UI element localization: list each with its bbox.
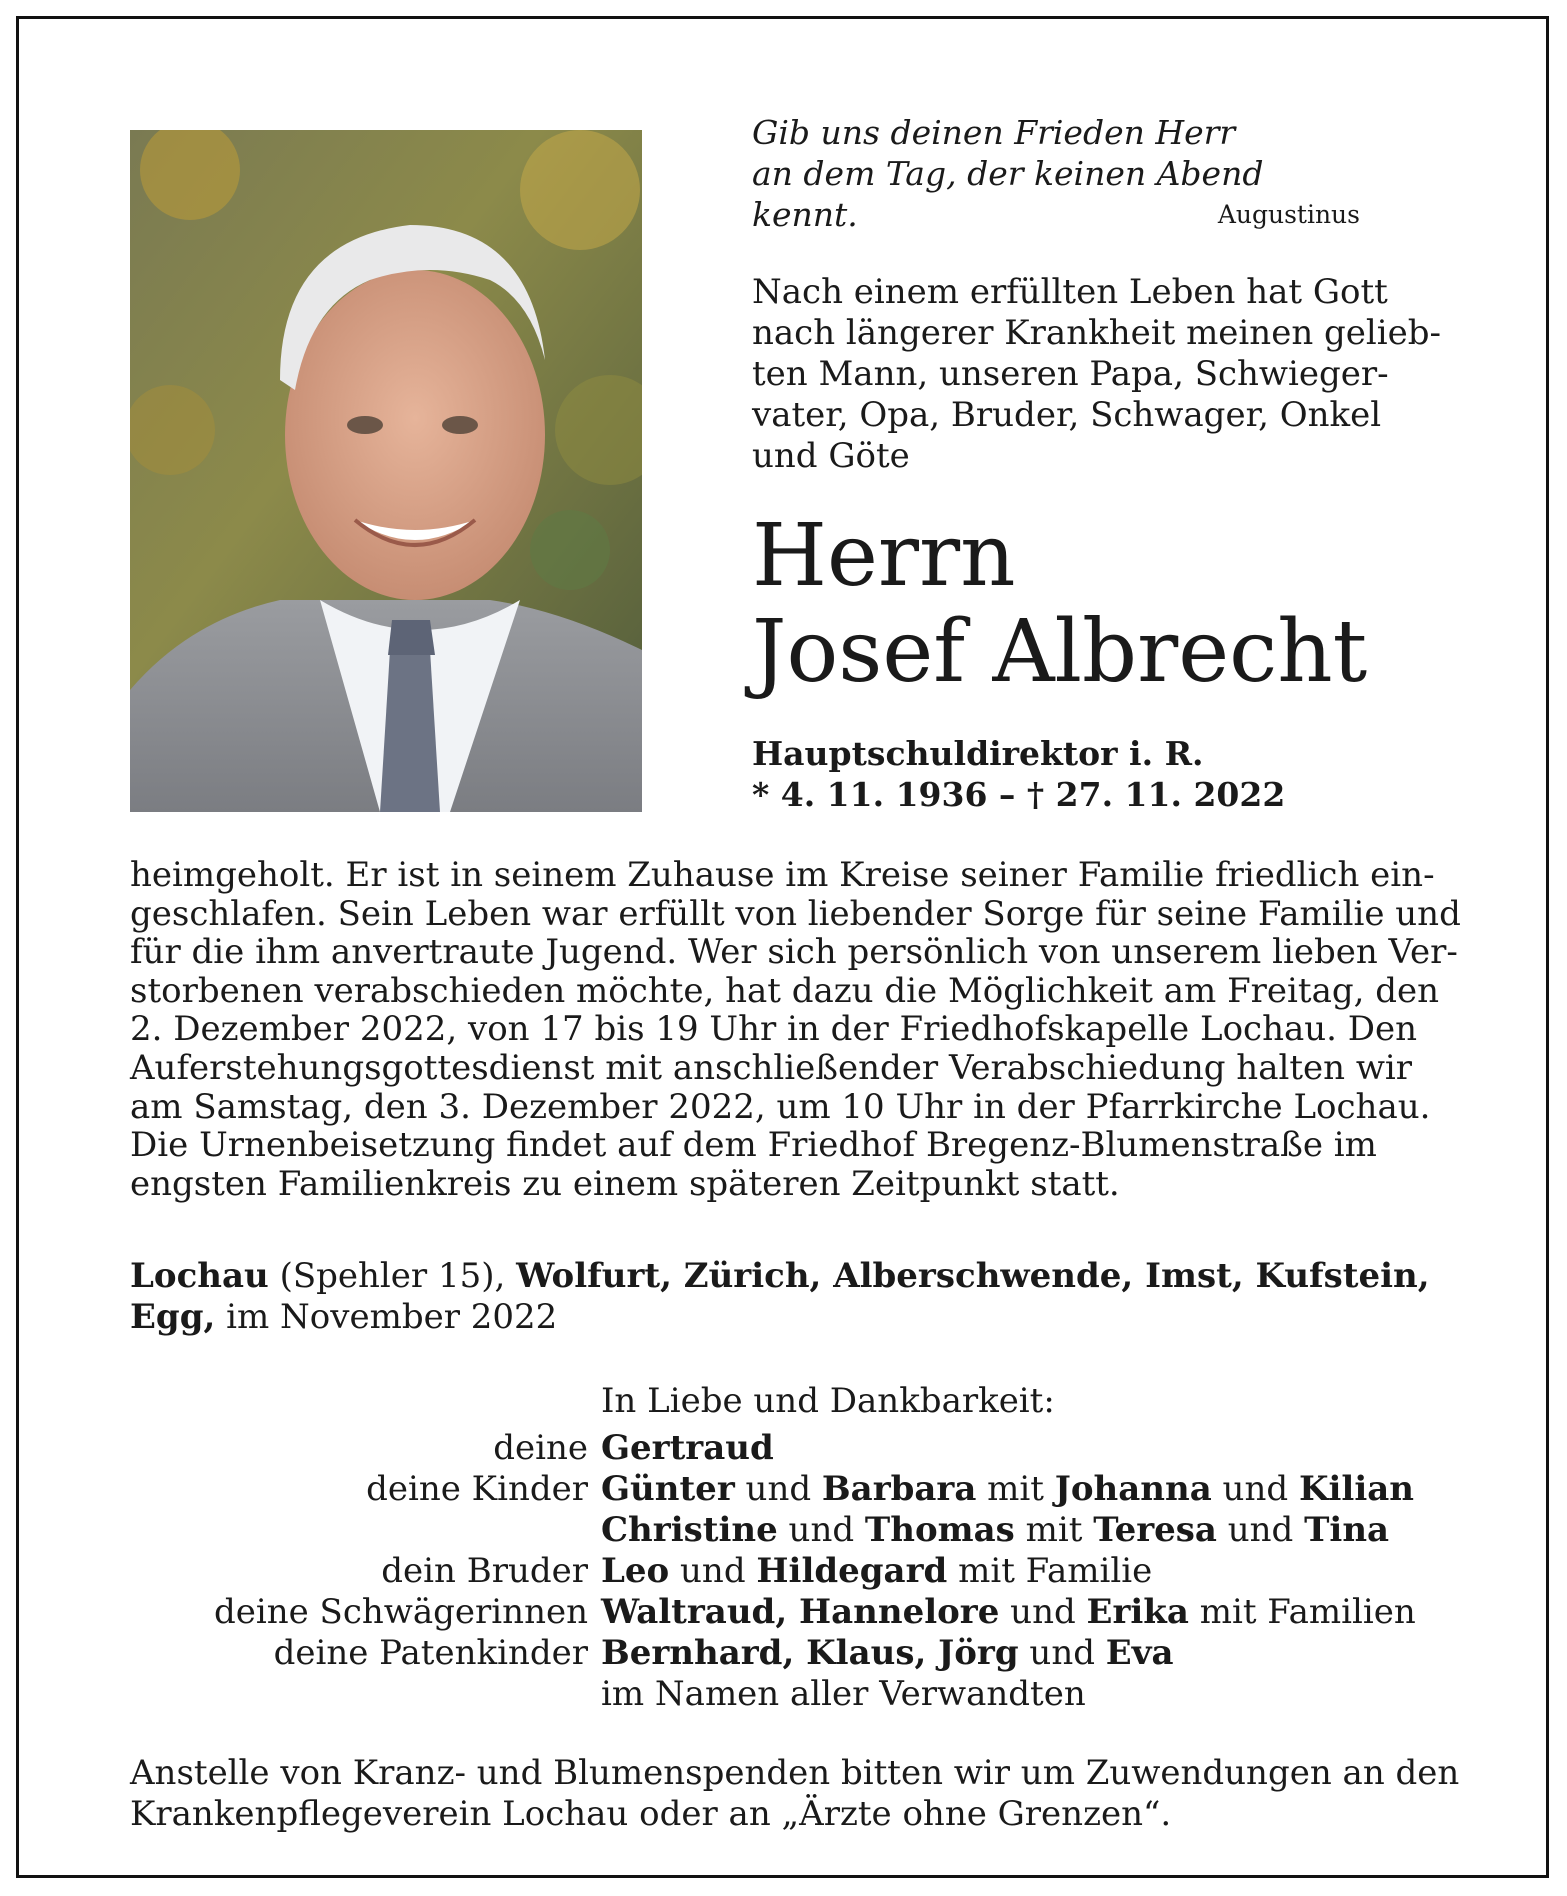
family-role: deine Schwägerinnen bbox=[213, 1592, 588, 1632]
intro-text bbox=[752, 272, 1442, 477]
place-address: (Spehler 15), bbox=[268, 1256, 517, 1296]
family-row bbox=[130, 1633, 1450, 1674]
family-name: Kilian bbox=[1298, 1469, 1414, 1509]
body-line: Die Urnenbeisetzung findet auf dem Friedhof Bregenz-Blumenstraße im bbox=[130, 1125, 1377, 1166]
family-connector: mit Familie bbox=[947, 1551, 1153, 1591]
body-line: geschlafen. Sein Leben war erfüllt von liebender Sorge für seine Familie und bbox=[130, 893, 1461, 934]
family-connector: und bbox=[734, 1469, 822, 1509]
place-date: im November 2022 bbox=[215, 1297, 558, 1337]
family-connector: mit bbox=[976, 1469, 1055, 1509]
closing-line: Anstelle von Kranz- und Blumenspenden bitten wir um Zuwendungen an den bbox=[130, 1753, 1460, 1793]
family-row bbox=[130, 1469, 1450, 1510]
family-name: Hildegard bbox=[756, 1551, 948, 1591]
family-name: Teresa bbox=[1093, 1510, 1217, 1550]
body-line: storbenen verabschieden möchte, hat dazu die Möglichkeit am Freitag, den bbox=[130, 970, 1439, 1011]
family-name: Eva bbox=[1105, 1633, 1174, 1673]
family-row bbox=[130, 1551, 1450, 1592]
family-role bbox=[130, 1510, 601, 1551]
family-list bbox=[130, 1428, 1450, 1715]
family-names bbox=[601, 1592, 1450, 1633]
body-line: engsten Familienkreis zu einem späteren Zeitpunkt statt. bbox=[130, 1163, 1120, 1204]
family-name: Erika bbox=[1086, 1592, 1189, 1632]
family-names bbox=[601, 1428, 1450, 1469]
quote-line-1: Gib uns deinen Frieden Herr bbox=[752, 113, 1236, 152]
family-connector: und bbox=[1018, 1633, 1106, 1673]
intro-line: Nach einem erfüllten Leben hat Gott bbox=[752, 272, 1388, 312]
family-name: Leo bbox=[601, 1551, 670, 1591]
family-connector: und bbox=[1216, 1510, 1305, 1550]
intro-line: ten Mann, unseren Papa, Schwieger- bbox=[752, 354, 1389, 394]
family-connector: mit Familien bbox=[1188, 1592, 1416, 1632]
places-line-2 bbox=[130, 1297, 1450, 1338]
intro-line: vater, Opa, Bruder, Schwager, Onkel bbox=[752, 395, 1382, 435]
family-connector: und bbox=[777, 1510, 865, 1550]
body-line: am Samstag, den 3. Dezember 2022, um 10 Uhr in der Pfarrkirche Lochau. bbox=[130, 1086, 1431, 1127]
family-name: Thomas bbox=[864, 1510, 1015, 1550]
family-names bbox=[601, 1633, 1450, 1674]
body-line: für die ihm anvertraute Jugend. Wer sich persönlich von unserem lieben Ver- bbox=[130, 932, 1458, 973]
body-line: 2. Dezember 2022, von 17 bis 19 Uhr in der Friedhofskapelle Lochau. Den bbox=[130, 1009, 1418, 1050]
family-row bbox=[130, 1674, 1450, 1715]
body-line: Auferstehungsgottesdienst mit anschließender Verabschiedung halten wir bbox=[130, 1047, 1413, 1088]
family-row bbox=[130, 1592, 1450, 1633]
family-connector: und bbox=[669, 1551, 757, 1591]
family-role: deine bbox=[493, 1428, 588, 1468]
family-name: Günter bbox=[601, 1469, 735, 1509]
family-row bbox=[130, 1428, 1450, 1469]
family-connector: und bbox=[1211, 1469, 1299, 1509]
intro-line: und Göte bbox=[752, 436, 910, 476]
salutation: Herrn bbox=[752, 506, 1016, 606]
closing-note bbox=[130, 1753, 1460, 1835]
family-role: deine Patenkinder bbox=[273, 1633, 588, 1673]
family-role: dein Bruder bbox=[381, 1551, 588, 1591]
family-connector: mit bbox=[1014, 1510, 1094, 1550]
thanks-heading: In Liebe und Dankbarkeit: bbox=[601, 1381, 1055, 1421]
full-name: Josef Albrecht bbox=[752, 602, 1368, 702]
family-connector: im Namen aller Verwandten bbox=[601, 1674, 1086, 1714]
family-name: Tina bbox=[1304, 1510, 1390, 1550]
deceased-name bbox=[752, 508, 1472, 700]
place-egg: Egg, bbox=[130, 1297, 216, 1337]
family-name: Johanna bbox=[1054, 1469, 1212, 1509]
family-name: Barbara bbox=[821, 1469, 977, 1509]
family-role bbox=[130, 1674, 601, 1715]
intro-line: nach längerer Krankheit meinen gelieb- bbox=[752, 313, 1442, 353]
life-dates: * 4. 11. 1936 – † 27. 11. 2022 bbox=[752, 775, 1286, 814]
closing-line: Krankenpflegeverein Lochau oder an „Ärzte ohne Grenzen“. bbox=[130, 1794, 1172, 1834]
family-row bbox=[130, 1510, 1450, 1551]
family-connector: und bbox=[999, 1592, 1087, 1632]
body-line: heimgeholt. Er ist in seinem Zuhause im Kreise seiner Familie friedlich ein- bbox=[130, 855, 1435, 895]
family-names bbox=[601, 1510, 1450, 1551]
body-text bbox=[130, 855, 1461, 1204]
family-names bbox=[601, 1469, 1450, 1510]
places bbox=[130, 1256, 1450, 1338]
portrait-photo bbox=[130, 130, 642, 812]
place-towns: Wolfurt, Zürich, Alberschwende, Imst, Kufstein, bbox=[516, 1256, 1430, 1296]
family-names bbox=[601, 1551, 1450, 1592]
family-names bbox=[601, 1674, 1450, 1715]
place-lochau: Lochau bbox=[130, 1256, 269, 1296]
occupation-title: Hauptschuldirektor i. R. bbox=[752, 734, 1204, 773]
subtitle bbox=[752, 733, 1452, 815]
family-role: deine Kinder bbox=[366, 1469, 588, 1509]
family-name: Bernhard, Klaus, Jörg bbox=[601, 1633, 1019, 1673]
quote-line-2: an dem Tag, der keinen Abend kennt. bbox=[752, 154, 1264, 234]
places-line-1 bbox=[130, 1256, 1450, 1297]
quote-author: Augustinus bbox=[1217, 200, 1360, 229]
family-name: Christine bbox=[601, 1510, 778, 1550]
family-name: Waltraud, Hannelore bbox=[601, 1592, 1000, 1632]
family-name: Gertraud bbox=[601, 1428, 774, 1468]
